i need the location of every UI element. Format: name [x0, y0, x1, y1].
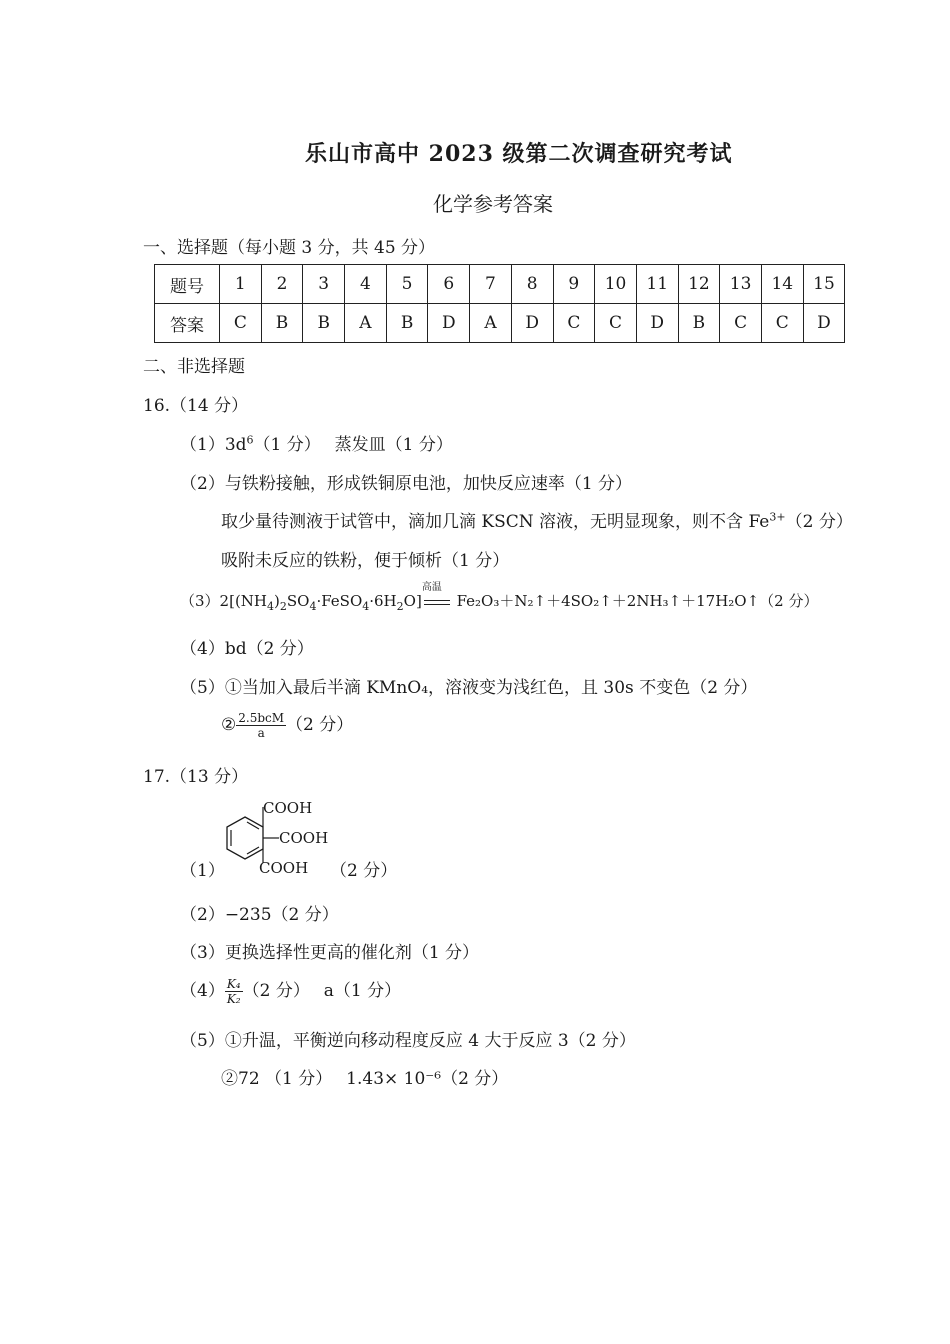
question-number-cell: 13 — [720, 265, 762, 304]
cooh-label-top: COOH — [263, 799, 313, 817]
q17-title: 17.（13 分） — [143, 767, 249, 787]
q17-p4-fraction — [225, 977, 243, 1006]
answer-cell: B — [386, 304, 428, 343]
row-label-number: 题号 — [155, 265, 220, 304]
table-row — [155, 304, 845, 343]
benzenetricarboxylic-acid-structure — [215, 795, 345, 885]
section2-heading: 二、非选择题 — [143, 357, 245, 377]
answer-cell: C — [220, 304, 262, 343]
answer-cell: B — [678, 304, 720, 343]
answer-cell: B — [261, 304, 303, 343]
q17-part5-line1: （5）①升温，平衡逆向移动程度反应 4 大于反应 3（2 分） — [180, 1031, 636, 1051]
question-number-cell: 11 — [636, 265, 678, 304]
question-number-cell: 6 — [428, 265, 470, 304]
q17-part2: （2）−235（2 分） — [180, 905, 339, 925]
question-number-cell: 2 — [261, 265, 303, 304]
q16-p3-sub4b: 4 — [309, 600, 317, 613]
answer-cell: D — [511, 304, 553, 343]
q16-p3-mid5: O] — [403, 592, 422, 610]
q16-part5-line1: （5）①当加入最后半滴 KMnO₄，溶液变为浅红色，且 30s 不变色（2 分） — [180, 678, 758, 698]
exam-title: 乐山市高中 2023 级第二次调查研究考试 — [305, 141, 733, 167]
answer-cell: B — [303, 304, 345, 343]
q17-part5-line2: ②72 （1 分） 1.43× 10⁻⁶（2 分） — [221, 1069, 509, 1089]
answer-subtitle: 化学参考答案 — [433, 192, 553, 216]
q16-part2-line2 — [221, 507, 853, 532]
q16-p3-sub4a: 4 — [267, 600, 274, 613]
q16-p3-prefix: （3）2[(NH — [180, 592, 267, 610]
q16-p3-mid4: ·6H — [369, 592, 397, 610]
fraction-numerator: 2.5bcM — [238, 711, 285, 725]
question-number-cell: 7 — [470, 265, 512, 304]
question-number-cell: 4 — [345, 265, 387, 304]
q16-p3-mid3: ·FeSO — [316, 592, 363, 610]
q17-p4-suffix: （2 分） a（1 分） — [242, 981, 402, 1001]
k2-symbol: K₂ — [226, 992, 241, 1006]
q17-part3: （3）更换选择性更高的催化剂（1 分） — [180, 943, 480, 963]
q16-p5-fraction — [236, 711, 286, 740]
q16-title: 16.（14 分） — [143, 396, 249, 416]
q16-part2-line1: （2）与铁粉接触，形成铁铜原电池，加快反应速率（1 分） — [180, 474, 633, 494]
q16-p3-mid2: SO — [286, 592, 310, 610]
q17-part4 — [180, 976, 401, 1006]
answer-cell: D — [428, 304, 470, 343]
q16-part1-sup: 6 — [246, 433, 254, 447]
q16-part2-line3: 吸附未反应的铁粉，便于倾析（1 分） — [221, 551, 510, 571]
question-number-cell: 10 — [595, 265, 637, 304]
question-number-cell: 5 — [386, 265, 428, 304]
q17-part1-label: （1） — [180, 861, 225, 881]
k4-symbol: K₄ — [226, 977, 241, 991]
q16-p3-sub2a: 2 — [279, 600, 287, 613]
answer-cell: C — [595, 304, 637, 343]
q16-p3-mid1: ) — [274, 592, 280, 610]
question-number-cell: 8 — [511, 265, 553, 304]
question-number-cell: 15 — [803, 265, 845, 304]
question-number-cell: 3 — [303, 265, 345, 304]
q16-p3-sub4c: 4 — [362, 600, 370, 613]
answer-cell: D — [636, 304, 678, 343]
q16-p5-suffix: （2 分） — [286, 715, 354, 735]
row-label-answer: 答案 — [155, 304, 220, 343]
q17-p4-prefix: （4） — [180, 981, 225, 1001]
answer-table — [154, 264, 845, 343]
question-number-cell: 9 — [553, 265, 595, 304]
q16-part1-b: （1 分） 蒸发皿（1 分） — [253, 435, 453, 455]
q16-part3-equation — [180, 582, 819, 613]
cooh-label-middle: COOH — [279, 829, 329, 847]
question-number-cell: 12 — [678, 265, 720, 304]
q16-part2-line2-a: 取少量待测液于试管中，滴加几滴 KSCN 溶液，无明显现象，则不含 Fe — [221, 512, 770, 532]
answer-cell: C — [553, 304, 595, 343]
reaction-arrow — [421, 582, 452, 610]
q16-part4: （4）bd（2 分） — [180, 639, 314, 659]
question-number-cell: 14 — [761, 265, 803, 304]
fraction-denominator: a — [257, 726, 265, 740]
answer-cell: C — [761, 304, 803, 343]
answer-cell: C — [720, 304, 762, 343]
reaction-condition: 高温 — [421, 582, 442, 593]
table-row — [155, 265, 845, 304]
q16-part5-line2 — [221, 710, 353, 740]
fraction-numerator — [225, 977, 243, 992]
q17-part1-score: （2 分） — [330, 861, 398, 881]
q16-p3-product: Fe₂O₃＋N₂↑＋4SO₂↑＋2NH₃↑＋17H₂O↑（2 分） — [451, 592, 819, 610]
answer-cell: A — [345, 304, 387, 343]
fraction-denominator — [225, 992, 243, 1006]
q16-part2-line2-b: （2 分） — [785, 512, 853, 532]
question-number-cell: 1 — [220, 265, 262, 304]
q16-part1-a: （1）3d — [180, 435, 247, 455]
q16-part1 — [180, 430, 453, 455]
cooh-label-bottom: COOH — [259, 859, 309, 877]
q16-part2-line2-sup: 3+ — [769, 510, 786, 524]
section1-heading: 一、选择题（每小题 3 分，共 45 分） — [143, 238, 436, 258]
q16-p3-sub2b: 2 — [396, 600, 404, 613]
answer-cell: D — [803, 304, 845, 343]
q16-p5-prefix: ② — [221, 715, 237, 735]
answer-cell: A — [470, 304, 512, 343]
